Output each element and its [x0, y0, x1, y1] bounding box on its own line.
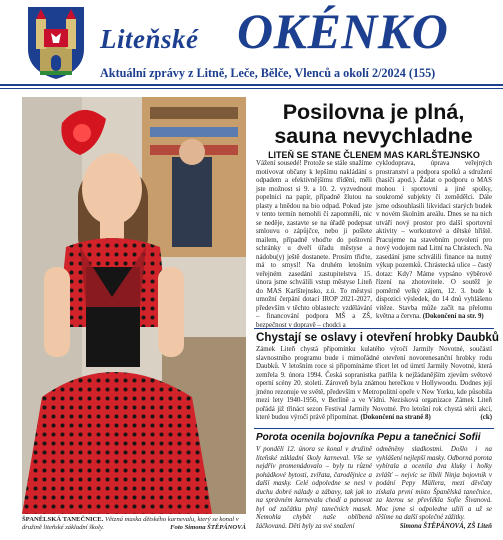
article1-subheadline: LITEŇ SE STANE ČLENEM MAS KARLŠTEJNSKO: [268, 150, 480, 160]
caption-lead: ŠPANĚLSKÁ TANEČNICE.: [22, 516, 104, 523]
divider: [254, 328, 494, 329]
article2-sign: (ck): [480, 414, 492, 421]
article1-headline: Posilovna je plná, sauna nevychladne: [274, 100, 473, 148]
article3-sign: Simona ŠTĚPÁNOVÁ, ZŠ Liteň: [399, 522, 492, 530]
article1-column-2-text: cyklodoprava, úprava veřejných prostranství a podpora spolků a sdružení (hasiči apod.). Žádat o podporu o MAS mohou i sportovní a jiné spolky, soukromé subjekty či zemědělci. Dále jsme odsouhlasili likvidaci starých budek v novém školním areálu. Dnes se na nich utváří nový prostor pro další sportovní aktivity – workoutové a dětské hřiště. Pracujeme na stavebním povolení pro nový vodojem nad Litní na Chrástech. Na zasedání jsme schválili finance na nutný výkup pozemků. Chrástecká ulice – častý dotaz: Kdy? Máme vypsáno výběrové řízení na zhotovitele. O soutěž je poměrně velký zájem, 12. 3. bude k dispozici výsledek, do 14 dnů vyhlášeno vítěze. Stavba může začít na přelomu května a června.: [376, 160, 492, 320]
article2-headline: Chystají se oslavy i otevření hrobky Daubků: [256, 331, 499, 344]
article3-column-1: V pondělí 12. února se konal v družině liteňské základní školy karneval. Vše se nejdřív promenádovalo – byly tu různé pohádkové bytosti, zvířata, čarodějnice a další masky. Celé odpoledne se nesl v duchu dobré nálady a zábavy, tak jak to na správném karnevalu chodí a panovat byl od začátku plný tanečních masek. Nemohla chybět naše oblíbená žáčkovaná. Děti byly za své snažení: [256, 446, 372, 530]
article2-text: Zámek Liteň chystá připomínku kulatého výročí Jarmily Novotné, součástí slavnostního programu bude i mimořádné otevření novorenesanční hrobky rodu Daubků. V letošním roce si připomínáme třicet let od úmrtí Jarmily Novotné, která zemřela 9. února 1994. Česká sopranistka patřila k nejžádanějším zjevům světové operní scény 20. století. Zároveň byla známou herečkou v Hollywoodu. Dodnes její jméno rezonuje ve světě, především v Metropolitní opeře v New Yorku, kde působila mezi lety 1940-1956, v Berlíně a ve Vídni. Nezisková organizace Zámek Liteň pořádá již třináct sezon Festival Jarmily Novotné. Pro letošní rok chystá sérii akcí, které budou výročí právě připomínat.: [256, 346, 492, 421]
article3-headline: Porota ocenila bojovníka Pepu a tanečnici Sofii: [256, 432, 481, 443]
photo-caption: [22, 516, 246, 532]
article1-column-2: [376, 160, 492, 322]
masthead-rule-thin: [0, 88, 503, 89]
article2-body: [256, 346, 492, 423]
photo-credit: Foto Simona ŠTĚPÁNOVÁ: [170, 524, 246, 531]
article3-column-2: [376, 446, 492, 531]
article3-column-2-text: odměněny sladkostmi. Došlo i na vyhlášení nejlepší masky. Odborná porota vybírala a ocenila dva kluky i holky zvlášť – nejvíc se líbili Ninja bojovník v podání Pepy Müllera, mezi děvčaty získala první místo Španělská tanečnice, za kterou se převlékla Sofie Šivanová. Moc jsme si odpoledne užili a už se těšíme na další společné zážitky.: [376, 446, 492, 521]
article1-continuation: (Dokončení na str. 9): [422, 313, 484, 320]
masthead-rule: [0, 84, 503, 86]
divider: [254, 428, 494, 429]
cover-photo: [22, 97, 246, 514]
masthead-title: OKÉNKO: [237, 3, 449, 59]
article1-column-1: Vážení sousedé! Protože se stále snažíme motivovat občany k lepšímu nakládání s odpadem a efektivnějšímu třídění, měli jste možnost si 9. a 10. 2. vyzvednout popelnici na papír, případně žlutou na plasty a hnědou na bio odpad. Pokud jste v tento termín nemohli či zapomněli, nic se neděje, zastavte se na úřadě podepsat smlouvu o zápůjčce, nebo ji pošlete mailem, případně vhoďte do poštovní schránky u dveří úřadu městyse a nádobu(y) ještě dostanete. Prosím třiďte, má to smysl! Na druhém letošním veřejném zasedání zastupitelstva 15. února jsme schválili vstup městyse Liteň do MAS Karlštejnsko, z.ú. To městysi umožní čerpání dotací IROP 2021-2027, především v těchto oblastech: vzdělávání – financování podpora MŠ a ZŠ, bezpečnost v dopravě – chodci a: [256, 160, 372, 329]
article2-continuation: (Dokončení na straně 8): [360, 414, 431, 421]
masthead-title-prefix: Liteňské: [100, 24, 199, 54]
coat-of-arms-logo: [26, 5, 86, 80]
caption-text: Větzná maska dětského karnevalu, který se konal v družině liteňské základní školy.: [22, 516, 239, 531]
masthead-subtitle: Aktuální zprávy z Litně, Leče, Bělče, Vlenců a okolí 2/2024 (155): [100, 66, 436, 80]
